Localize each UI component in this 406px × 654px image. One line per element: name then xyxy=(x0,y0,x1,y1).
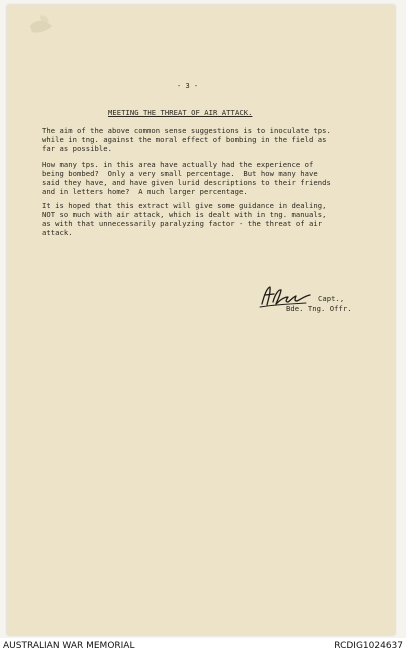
paragraph-2: How many tps. in this area have actually had the experience of being bombed? Only a very small percentage. But how many have said they have, and have given lurid descriptions to their friends and in letters home? A much larger percentage. xyxy=(42,160,331,196)
record-id: RCDIG1024637 xyxy=(334,641,403,651)
signature-title: Bde. Tng. Offr. xyxy=(286,304,352,313)
paragraph-3: It is hoped that this extract will give some guidance in dealing, NOT so much with air attack, which is dealt with in tng. manuals, as with that unnecessarily paralyzing factor - the threat of air attack. xyxy=(42,201,327,237)
document-heading: MEETING THE THREAT OF AIR ATTACK. xyxy=(108,108,253,117)
archive-footer xyxy=(0,638,406,654)
paragraph-1: The aim of the above common sense suggestions is to inoculate tps. while in tng. against the moral effect of bombing in the field as far as possible. xyxy=(42,126,331,153)
institution-name: AUSTRALIAN WAR MEMORIAL xyxy=(3,641,135,651)
page-number: - 3 - xyxy=(177,82,199,90)
document-page xyxy=(7,5,395,635)
paper-stain xyxy=(26,12,62,42)
signature-rank: Capt., xyxy=(318,294,345,303)
